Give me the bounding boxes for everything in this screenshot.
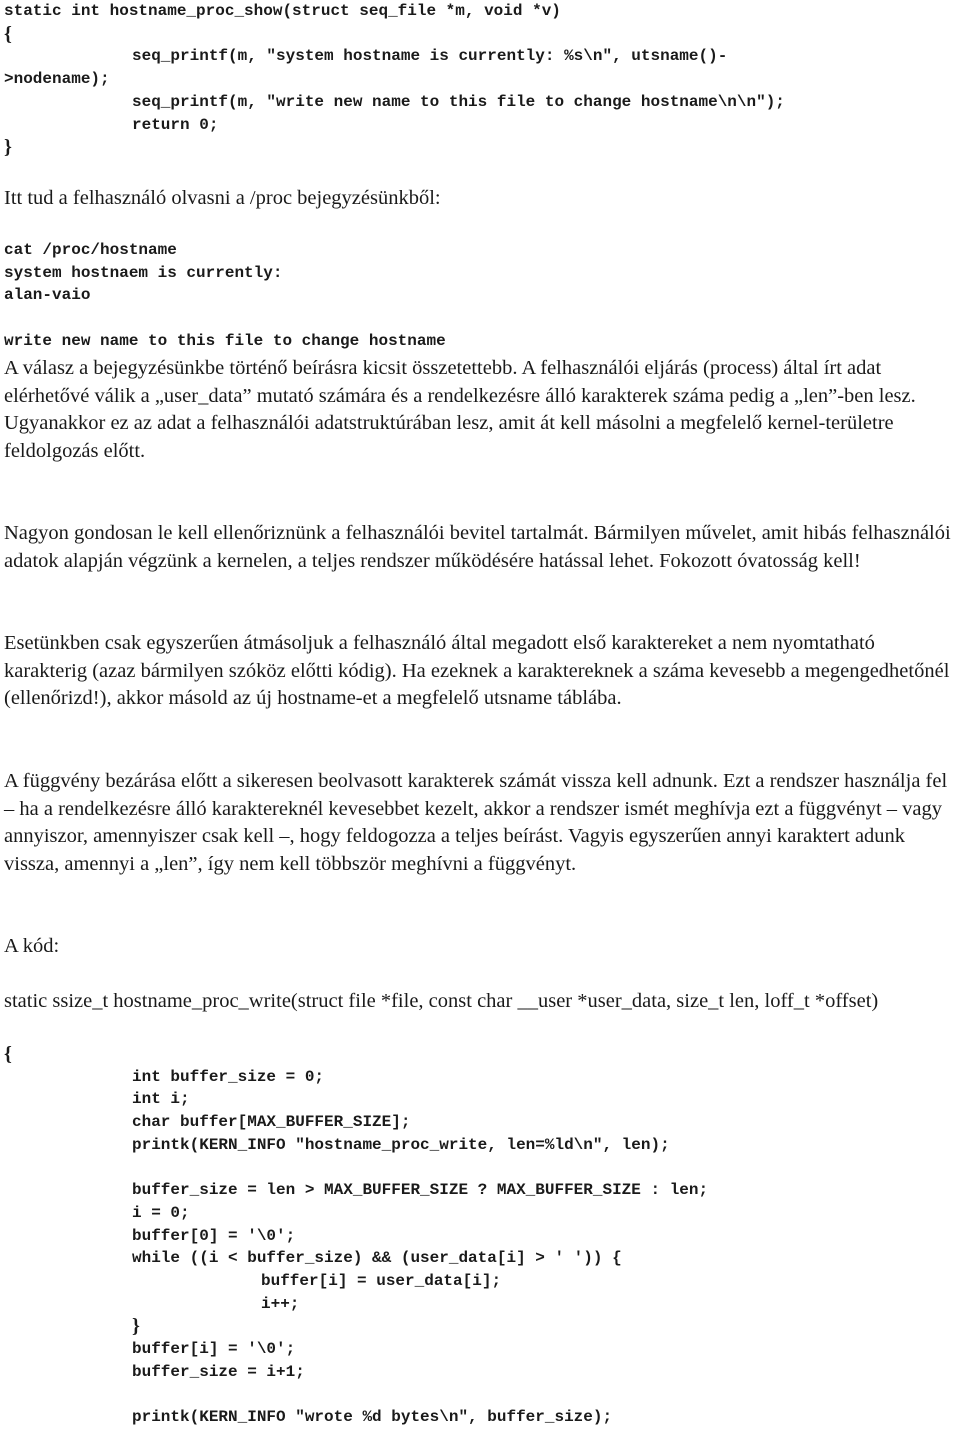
paragraph-copy: Esetünkben csak egyszerűen átmásoljuk a felhasználó által megadott első karaktereket a nem nyomtatható karakterig (azaz bármilyen szóköz előtti kódig). Ha ezeknek a karaktereknek a száma kevesebb a megengedhetőnél (ellenőrizd!), akkor másold az új hostname-et a megfelelő utsname táblába. <box>4 632 950 710</box>
code-heading: A kód: <box>4 935 60 957</box>
code-line: printk(KERN_INFO "wrote %d bytes\n", buffer_size); <box>132 1408 613 1427</box>
code-line: int buffer_size = 0; <box>132 1067 325 1086</box>
code-line: system hostnaem is currently: <box>4 263 283 282</box>
function-signature: static ssize_t hostname_proc_write(struct file *file, const char __user *user_data, size_t len, loff_t *offset) <box>4 990 879 1012</box>
code-line: buffer_size = i+1; <box>132 1362 305 1381</box>
code-line: buffer[i] = user_data[i]; <box>261 1272 502 1290</box>
code-line: cat /proc/hostname <box>4 241 177 259</box>
paragraph-careful: Nagyon gondosan le kell ellenőriznünk a felhasználói bevitel tartalmát. Bármilyen művelet, amit hibás felhasználói adatok alapján végzünk a kernelen, a teljes rendszer működésére hatással lehet. Fokozott óvatosság kell! <box>4 522 951 572</box>
code-line: buffer[0] = '\0'; <box>132 1226 296 1245</box>
code-block-proc-show <box>4 0 958 159</box>
code-line: seq_printf(m, "write new name to this file to change hostname\n\n"); <box>132 92 785 111</box>
code-line: >nodename); <box>4 70 110 89</box>
code-line: write new name to this file to change hostname <box>4 331 446 350</box>
code-line: } <box>4 136 12 159</box>
code-line: seq_printf(m, "system hostname is currently: %s\n", utsname()- <box>132 47 728 66</box>
code-line: buffer_size = len > MAX_BUFFER_SIZE ? MAX_BUFFER_SIZE : len; <box>132 1181 709 1200</box>
code-line: { <box>4 22 12 45</box>
code-line: { <box>4 1043 12 1065</box>
code-line: i = 0; <box>132 1203 190 1222</box>
code-block-proc-write <box>4 1043 958 1429</box>
paragraph-close: A függvény bezárása előtt a sikeresen beolvasott karakterek számát vissza kell adnunk. Ezt a rendszer használja fel – ha a rendelkezésre álló karaktereknél kevesebbet kezelt, akkor a rendszer ismét meghívja ezt a függvényt – vagy annyiszor, amennyiszer csak kell –, hogy feldogozza a teljes beírást. Vagyis egyszerűen annyi karaktert adunk vissza, amennyi a „len”, így nem kell többször meghívni a függvényt. <box>4 770 948 875</box>
code-block-cat-output <box>4 239 958 353</box>
code-line: } <box>132 1315 140 1338</box>
code-line: printk(KERN_INFO "hostname_proc_write, len=%ld\n", len); <box>132 1135 670 1154</box>
code-line: static int hostname_proc_show(struct seq_file *m, void *v) <box>4 2 561 20</box>
code-line: int i; <box>132 1090 190 1109</box>
code-line: char buffer[MAX_BUFFER_SIZE]; <box>132 1113 411 1132</box>
code-line: alan-vaio <box>4 286 91 305</box>
code-line: while ((i < buffer_size) && (user_data[i] > ' ')) { <box>132 1249 622 1268</box>
intro-paragraph: Itt tud a felhasználó olvasni a /proc bejegyzésünkből: <box>4 187 441 209</box>
code-line: buffer[i] = '\0'; <box>132 1340 296 1359</box>
code-line: return 0; <box>132 115 219 134</box>
paragraph-write-response: A válasz a bejegyzésünkbe történő beírásra kicsit összetettebb. A felhasználói eljárás (process) által írt adat elérhetővé válik a „user_data” mutató számára és a rendelkezésre álló karakterek száma pedig a „len”-ben lesz. Ugyanakkor ez az adat a felhasználói adatstruktúrában lesz, amit át kell másolni a megfelelő kernel-területre feldolgozás előtt. <box>4 357 916 462</box>
code-line: i++; <box>261 1294 300 1313</box>
